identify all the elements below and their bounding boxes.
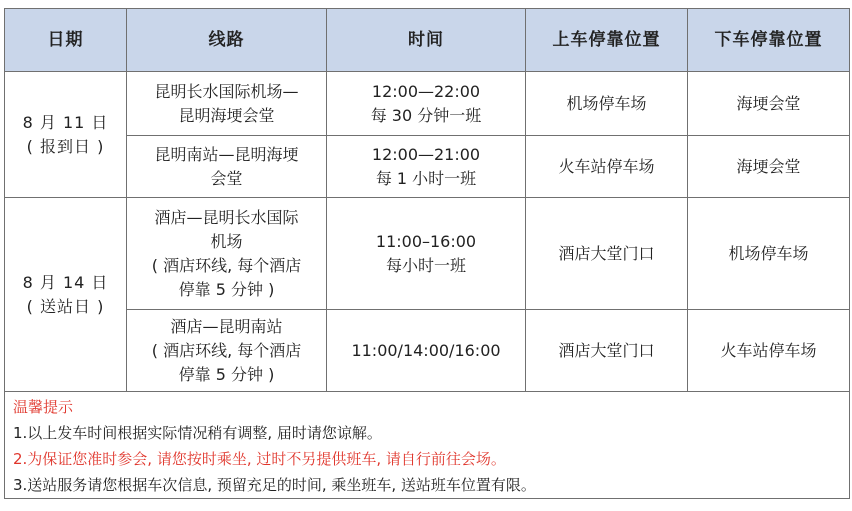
header-route: 线路 (127, 9, 327, 72)
route-line: 酒店—昆明长水国际 (154, 207, 299, 227)
route-cell (127, 198, 327, 310)
alight-cell: 海埂会堂 (688, 72, 850, 136)
date-cell (5, 72, 127, 198)
time-line: 12:00—21:00 (371, 144, 481, 164)
date-label: ( 报到日 ) (26, 136, 105, 156)
date-text: 8 月 11 日 (22, 112, 109, 132)
time-line: 每小时一班 (385, 255, 466, 275)
note-item-highlight: 2.为保证您准时参会, 请您按时乘坐, 过时不另提供班车, 请自行前往会场。 (13, 450, 506, 468)
time-line: 每 30 分钟一班 (370, 105, 482, 125)
header-date: 日期 (5, 9, 127, 72)
notes-row (5, 392, 850, 499)
time-line: 12:00—22:00 (371, 81, 481, 101)
header-time: 时间 (327, 9, 526, 72)
table-row (5, 310, 850, 392)
time-line: 每 1 小时一班 (375, 168, 477, 188)
table-row (5, 136, 850, 198)
route-line: ( 酒店环线, 每个酒店 (151, 255, 302, 275)
route-line: 昆明长水国际机场— (154, 81, 299, 101)
shuttle-schedule-table (4, 8, 850, 499)
route-line: 昆明南站—昆明海埂 (154, 144, 299, 164)
time-cell (327, 310, 526, 392)
board-cell: 酒店大堂门口 (526, 310, 688, 392)
date-text: 8 月 14 日 (22, 272, 109, 292)
board-cell: 机场停车场 (526, 72, 688, 136)
notes-title: 温馨提示 (13, 398, 74, 416)
alight-cell: 海埂会堂 (688, 136, 850, 198)
route-cell (127, 310, 327, 392)
route-cell (127, 72, 327, 136)
header-alight: 下车停靠位置 (688, 9, 850, 72)
time-line: 11:00/14:00/16:00 (351, 340, 501, 360)
date-cell (5, 198, 127, 392)
route-line: 会堂 (210, 168, 243, 188)
note-item: 3.送站服务请您根据车次信息, 预留充足的时间, 乘坐班车, 送站班车位置有限。 (13, 476, 536, 494)
alight-cell: 火车站停车场 (688, 310, 850, 392)
route-cell (127, 136, 327, 198)
header-board: 上车停靠位置 (526, 9, 688, 72)
time-cell (327, 136, 526, 198)
time-line: 11:00–16:00 (375, 231, 477, 251)
route-line: 昆明海埂会堂 (178, 105, 275, 125)
time-cell (327, 72, 526, 136)
note-item: 1.以上发车时间根据实际情况稍有调整, 届时请您谅解。 (13, 424, 382, 442)
route-line: 停靠 5 分钟 ) (178, 279, 275, 299)
time-cell (327, 198, 526, 310)
board-cell: 火车站停车场 (526, 136, 688, 198)
route-line: 机场 (210, 231, 243, 251)
route-line: 酒店—昆明南站 (170, 316, 283, 336)
alight-cell: 机场停车场 (688, 198, 850, 310)
header-row (5, 9, 850, 72)
table-row (5, 72, 850, 136)
route-line: ( 酒店环线, 每个酒店 (151, 340, 302, 360)
table-row (5, 198, 850, 310)
date-label: ( 送站日 ) (26, 296, 105, 316)
notes-cell (5, 392, 850, 499)
route-line: 停靠 5 分钟 ) (178, 364, 275, 384)
board-cell: 酒店大堂门口 (526, 198, 688, 310)
